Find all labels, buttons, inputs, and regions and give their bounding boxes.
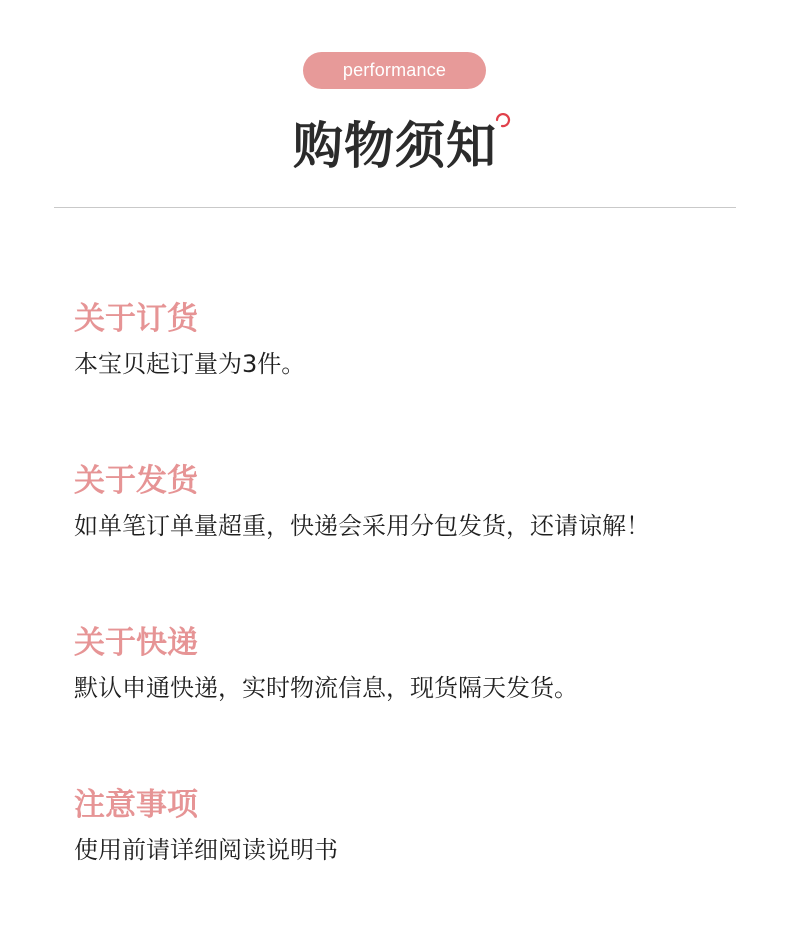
title-divider [54,207,736,208]
page-title-text: 购物须知 [293,117,497,175]
section-heading: 关于快递 [74,625,198,661]
section-express [74,623,754,705]
section-body: 使用前请详细阅读说明书 [74,836,338,864]
section-heading: 注意事项 [74,787,198,823]
performance-badge: performance [303,52,486,89]
section-ordering [74,299,754,381]
section-body: 默认申通快递，实时物流信息，现货隔天发货。 [74,674,578,702]
page-title [293,110,497,182]
section-heading: 关于发货 [74,463,198,499]
page-title-wrap [0,110,790,182]
section-body: 如单笔订单量超重，快递会采用分包发货，还请谅解！ [74,512,650,540]
section-body: 本宝贝起订量为3件。 [74,350,306,378]
decorative-arc-icon [493,110,511,132]
section-shipping [74,461,754,543]
section-heading: 关于订货 [74,301,198,337]
section-notes [74,785,754,867]
